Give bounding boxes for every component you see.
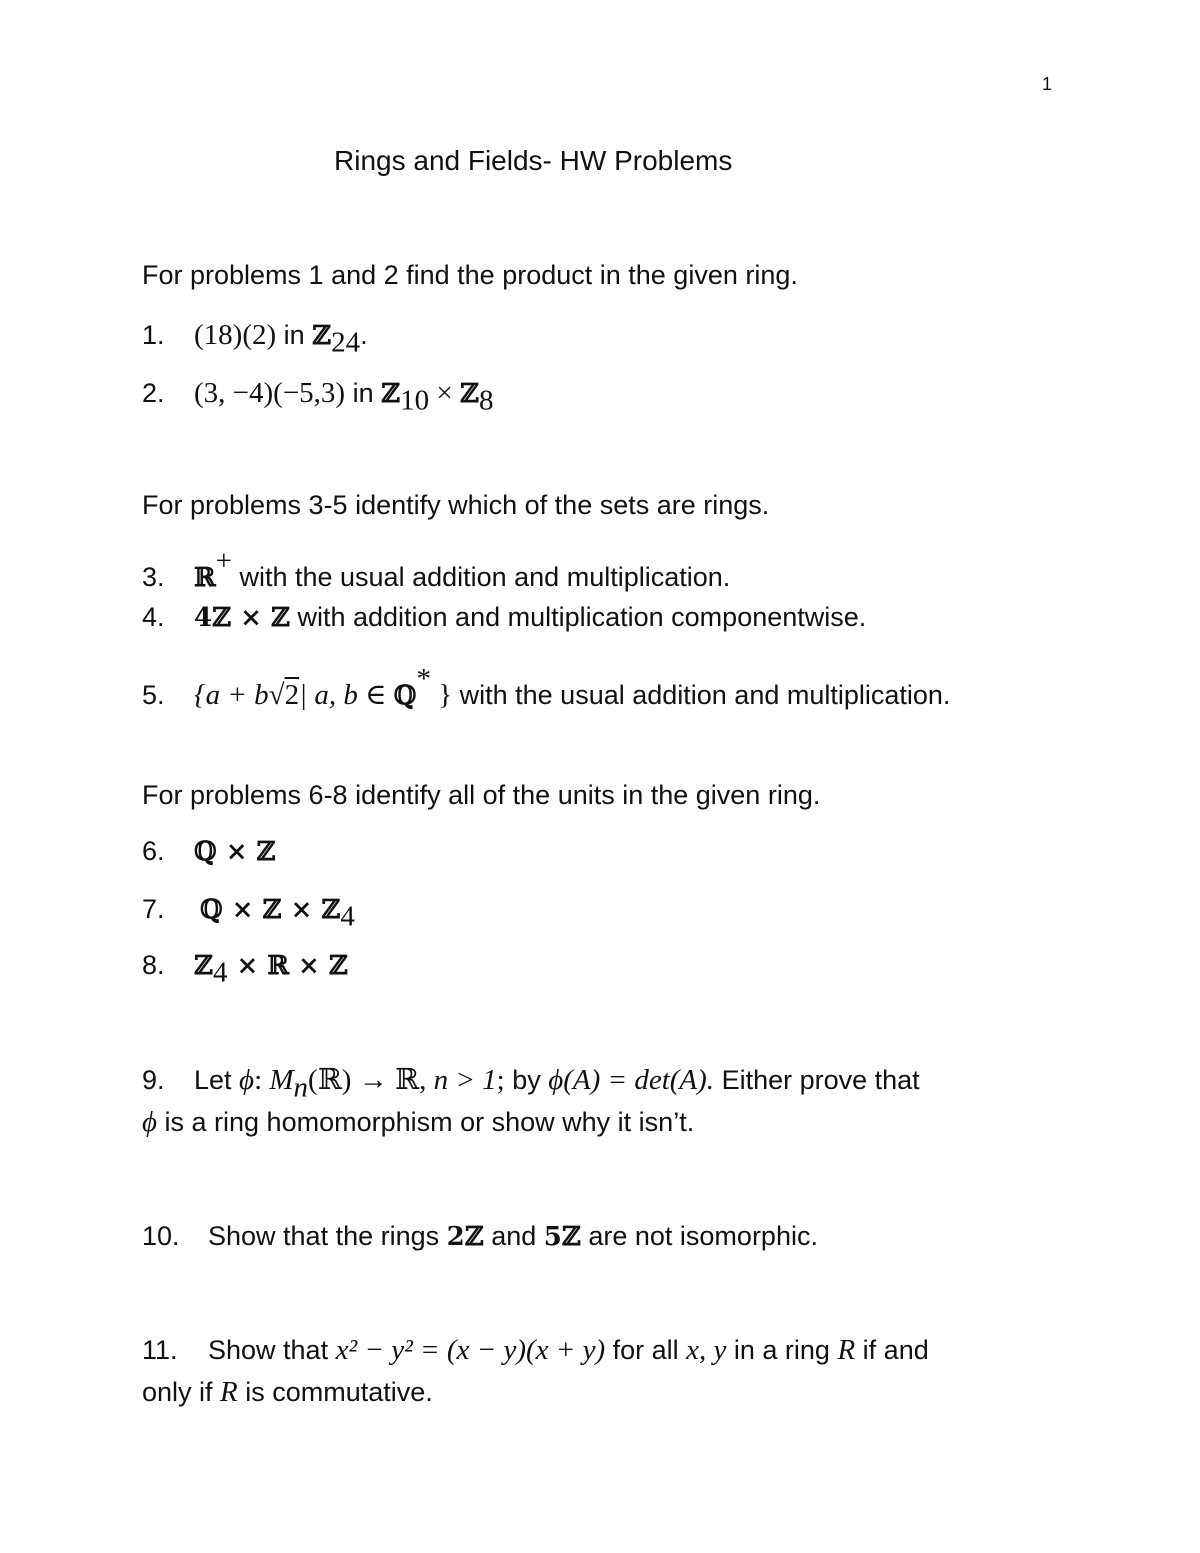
set-builder: | a, b ∈	[299, 678, 394, 711]
text: Show that	[208, 1335, 336, 1365]
text: Show that the rings	[208, 1221, 447, 1251]
problem-11	[142, 1333, 929, 1367]
subscript: 4	[212, 956, 228, 989]
text: in a ring	[726, 1335, 838, 1365]
math-R: R	[220, 1376, 238, 1408]
problem-1	[142, 318, 368, 359]
text: by	[504, 1065, 549, 1095]
radicand: 2	[284, 678, 300, 711]
text: with the usual addition and multiplication.	[452, 679, 951, 710]
text: Let	[194, 1065, 240, 1095]
problem-number: 1.	[142, 320, 165, 350]
ring-symbol: 5ℤ	[543, 1222, 581, 1252]
text: if and	[855, 1335, 929, 1365]
math-phi: ϕ	[142, 1106, 158, 1138]
problem-4	[142, 600, 866, 635]
math: :	[254, 1064, 270, 1096]
problem-8	[142, 948, 348, 989]
problem-number: 6.	[142, 836, 165, 866]
math-cond: n > 1	[433, 1064, 497, 1096]
set-builder: {a + b√	[194, 678, 285, 711]
problem-3	[142, 544, 730, 595]
ring-symbol: ℤ	[194, 951, 213, 981]
problem-number: 8.	[142, 950, 165, 980]
problem-number: 5.	[142, 679, 165, 710]
problem-number: 9.	[142, 1065, 165, 1095]
text: and	[483, 1221, 544, 1251]
problem-11-cont	[142, 1375, 433, 1409]
problem-7	[142, 892, 355, 933]
instruction-6-8: For problems 6-8 identify all of the units in the given ring.	[142, 780, 821, 810]
text: in	[276, 320, 313, 350]
instruction-1-2: For problems 1 and 2 find the product in the given ring.	[142, 260, 798, 290]
problem-number: 11.	[142, 1335, 178, 1365]
ring-symbol: ℤ	[381, 379, 401, 409]
math-expr: (18)(2)	[194, 319, 277, 351]
text: with the usual addition and multiplication.	[231, 561, 731, 592]
times: ×	[429, 377, 460, 409]
subscript: n	[293, 1071, 309, 1104]
math: ;	[496, 1064, 505, 1096]
problem-number: 7.	[142, 894, 165, 924]
problem-number: 2.	[142, 378, 165, 408]
ring-symbol: 2ℤ	[446, 1222, 484, 1252]
text: is commutative.	[237, 1377, 433, 1407]
problem-9	[142, 1063, 920, 1104]
superscript: +	[215, 545, 232, 577]
text: are not isomorphic.	[580, 1221, 818, 1251]
math-R: R	[837, 1334, 856, 1366]
text: Either prove that	[714, 1065, 920, 1095]
ring-symbol: × ℝ × ℤ	[227, 951, 348, 981]
problem-2	[142, 376, 493, 417]
math-eq: x² − y² = (x − y)(x + y)	[335, 1334, 606, 1366]
text: in	[345, 378, 382, 408]
problem-6	[142, 834, 276, 869]
superscript: *	[416, 663, 431, 695]
text: is a ring homomorphism or show why it isn’t.	[157, 1107, 695, 1137]
text: for all	[605, 1335, 687, 1365]
problem-number: 10.	[142, 1221, 180, 1251]
text: .	[360, 320, 368, 350]
ring-symbol: ℤ	[312, 321, 332, 351]
math-vars: x, y	[686, 1334, 727, 1366]
subscript: 8	[478, 384, 494, 417]
subscript: 4	[340, 900, 355, 933]
set-builder: }	[430, 678, 453, 711]
math-M: M	[269, 1064, 294, 1096]
problem-number: 3.	[142, 561, 165, 592]
ring-symbol: ℚ × ℤ	[194, 837, 276, 867]
page-title: Rings and Fields- HW Problems	[334, 145, 733, 176]
math-domain: (ℝ) → ℝ,	[308, 1064, 434, 1096]
ring-symbol: ℚ × ℤ × ℤ	[200, 895, 341, 925]
problem-5	[142, 662, 950, 713]
text: only if	[142, 1377, 221, 1407]
ring-symbol: ℝ	[194, 562, 216, 593]
instruction-3-5: For problems 3-5 identify which of the sets are rings.	[142, 490, 770, 520]
problem-number: 4.	[142, 602, 165, 632]
problem-10	[142, 1219, 818, 1254]
page-number: 1	[1042, 74, 1053, 94]
math-def: ϕ(A) = det(A).	[548, 1064, 715, 1096]
ring-symbol: ℚ	[393, 680, 417, 711]
ring-symbol: ℤ	[459, 379, 479, 409]
ring-symbol: 4ℤ × ℤ	[194, 603, 290, 633]
math-expr: (3, −4)(−5,3)	[194, 377, 346, 409]
text: with addition and multiplication componentwise.	[289, 602, 867, 632]
subscript: 10	[400, 384, 430, 417]
math-phi: ϕ	[239, 1064, 255, 1096]
subscript: 24	[331, 326, 361, 359]
problem-9-cont	[142, 1105, 694, 1139]
